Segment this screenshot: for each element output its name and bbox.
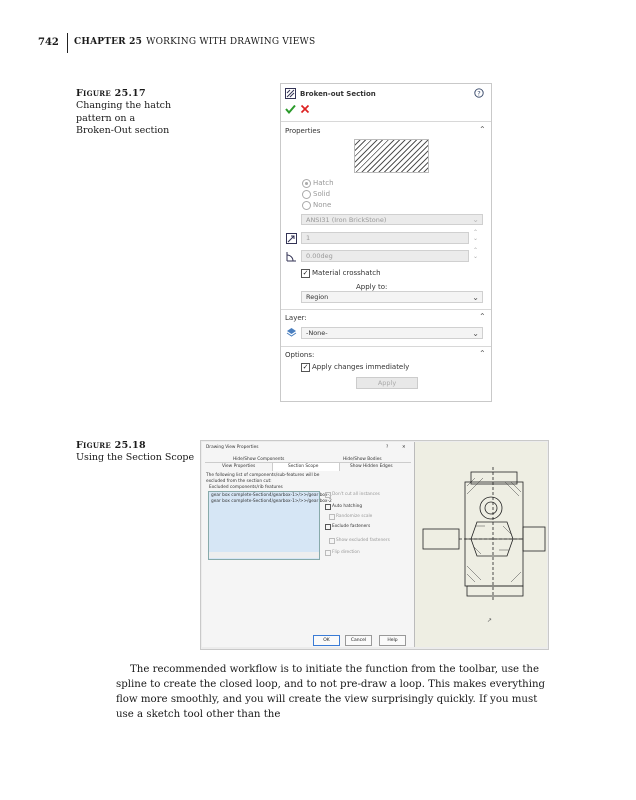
option-label: Flip direction	[332, 550, 360, 555]
radio-label: Hatch	[313, 179, 334, 187]
angle-icon	[286, 251, 297, 262]
drawing-sheet	[415, 442, 547, 647]
divider	[281, 121, 491, 122]
angle-input[interactable]	[301, 250, 469, 262]
apply-to-select[interactable]: Region ⌄	[301, 291, 483, 303]
ok-button[interactable]: OK	[313, 635, 340, 646]
radio-solid[interactable]	[302, 190, 311, 199]
list-item[interactable]: gear box complete-Section4/gearbox-1>/>>/gear box-1	[211, 493, 332, 498]
cursor-icon: ↗	[487, 617, 493, 624]
apply-to-value: Region	[306, 293, 329, 301]
dialog-title: Drawing View Properties	[206, 445, 259, 450]
scale-spin-icon[interactable]: ⌃ ⌄	[473, 229, 479, 242]
chapter-title: WORKING WITH DRAWING VIEWS	[146, 37, 316, 47]
scale-value: 1	[306, 234, 311, 242]
apply-to-label: Apply to:	[356, 283, 388, 291]
help-button[interactable]: Help	[379, 635, 406, 646]
pattern-select[interactable]: ANSI31 (Iron BrickStone) ⌄	[301, 214, 483, 225]
dialog-close-button[interactable]: ✕	[402, 445, 406, 450]
radio-label: None	[313, 201, 332, 209]
tab-show-hidden-edges[interactable]: Show Hidden Edges	[350, 464, 393, 469]
pattern-value: ANSI31 (Iron BrickStone)	[306, 216, 387, 224]
option-checkbox[interactable]	[329, 514, 335, 520]
option-label: Auto hatching	[332, 504, 363, 509]
layer-header[interactable]: Layer:	[285, 314, 307, 322]
figure-caption: Using the Section Scope	[76, 452, 195, 463]
option-checkbox[interactable]	[329, 538, 335, 544]
option-checkbox[interactable]	[325, 492, 331, 498]
chapter-number: CHAPTER 25	[74, 37, 143, 47]
tab-view-properties[interactable]: View Properties	[222, 464, 256, 469]
scope-description: The following list of components/sub-features will be excluded from the section cut:	[206, 473, 320, 484]
section-view-icon	[285, 88, 296, 99]
figure-label: Figure 25.17	[76, 88, 146, 99]
collapse-caret-icon[interactable]: ⌃	[479, 312, 486, 321]
layer-icon	[286, 327, 297, 336]
collapse-caret-icon[interactable]: ⌃	[479, 125, 486, 134]
tab-hide-show-bodies[interactable]: Hide/Show Bodies	[343, 457, 382, 462]
tab-hide-show-components[interactable]: Hide/Show Components	[233, 457, 285, 462]
layer-value: -None-	[306, 329, 328, 337]
running-header	[74, 37, 315, 47]
gearbox-section-drawing	[415, 442, 547, 647]
angle-spin-icon[interactable]: ⌃ ⌄	[473, 247, 479, 260]
option-label: Don't cut all instances	[332, 492, 380, 497]
svg-text:?: ?	[477, 89, 481, 98]
radio-none[interactable]	[302, 201, 311, 210]
excluded-list-header: Excluded components/rib features	[209, 485, 283, 490]
excluded-components-list[interactable]	[208, 491, 332, 560]
material-crosshatch-label: Material crosshatch	[312, 269, 381, 277]
drawing-view-properties-dialog	[202, 442, 415, 647]
dialog-help-button[interactable]: ?	[386, 445, 389, 450]
option-checkbox[interactable]	[325, 504, 331, 510]
page-number: 742	[38, 37, 59, 48]
scale-input[interactable]	[301, 232, 469, 244]
angle-value: 0.00deg	[306, 252, 333, 260]
cancel-button[interactable]: Cancel	[345, 635, 372, 646]
option-label: Randomize scale	[336, 514, 373, 519]
cancel-x-icon[interactable]	[300, 104, 310, 114]
material-crosshatch-checkbox[interactable]: ✓	[302, 269, 309, 277]
hatch-preview	[354, 139, 429, 173]
body-paragraph: The recommended workflow is to initiate the function from the toolbar, use the spline to create the closed loop, and to not pre-draw a loop. This makes everything flow more smoothly, and you will create the view surprisingly quickly. If you must use a sketch tool other than the	[116, 664, 546, 720]
help-icon[interactable]	[474, 88, 484, 98]
radio-hatch[interactable]	[302, 179, 311, 188]
section-scope-screenshot	[200, 440, 549, 650]
option-label: Show excluded fasteners	[336, 538, 390, 543]
apply-button[interactable]: Apply	[356, 377, 418, 389]
option-checkbox[interactable]	[325, 550, 331, 556]
options-header[interactable]: Options:	[285, 351, 315, 359]
list-scrollbar[interactable]	[209, 552, 319, 558]
tab-section-scope[interactable]: Section Scope	[288, 464, 319, 469]
option-checkbox[interactable]	[325, 524, 331, 530]
layer-select[interactable]: -None- ⌄	[301, 327, 483, 339]
panel-title: Broken-out Section	[300, 90, 376, 98]
apply-changes-checkbox[interactable]: ✓	[302, 363, 309, 371]
divider	[281, 346, 491, 347]
figure-label: Figure 25.18	[76, 440, 146, 451]
properties-header[interactable]: Properties	[285, 127, 321, 135]
collapse-caret-icon[interactable]: ⌃	[479, 349, 486, 358]
header-divider	[67, 33, 68, 53]
divider	[281, 309, 491, 310]
option-label: Exclude fasteners	[332, 524, 371, 529]
broken-out-section-panel	[280, 83, 492, 402]
list-item[interactable]: gear box complete-Section4/gearbox-1>/>>/gear box-2	[211, 499, 332, 504]
apply-changes-label: Apply changes immediately	[312, 363, 410, 371]
ok-check-icon[interactable]	[285, 104, 296, 114]
scale-icon	[286, 233, 297, 244]
radio-label: Solid	[313, 190, 331, 198]
figure-caption: Changing the hatch pattern on a Broken-Out section	[76, 100, 172, 136]
